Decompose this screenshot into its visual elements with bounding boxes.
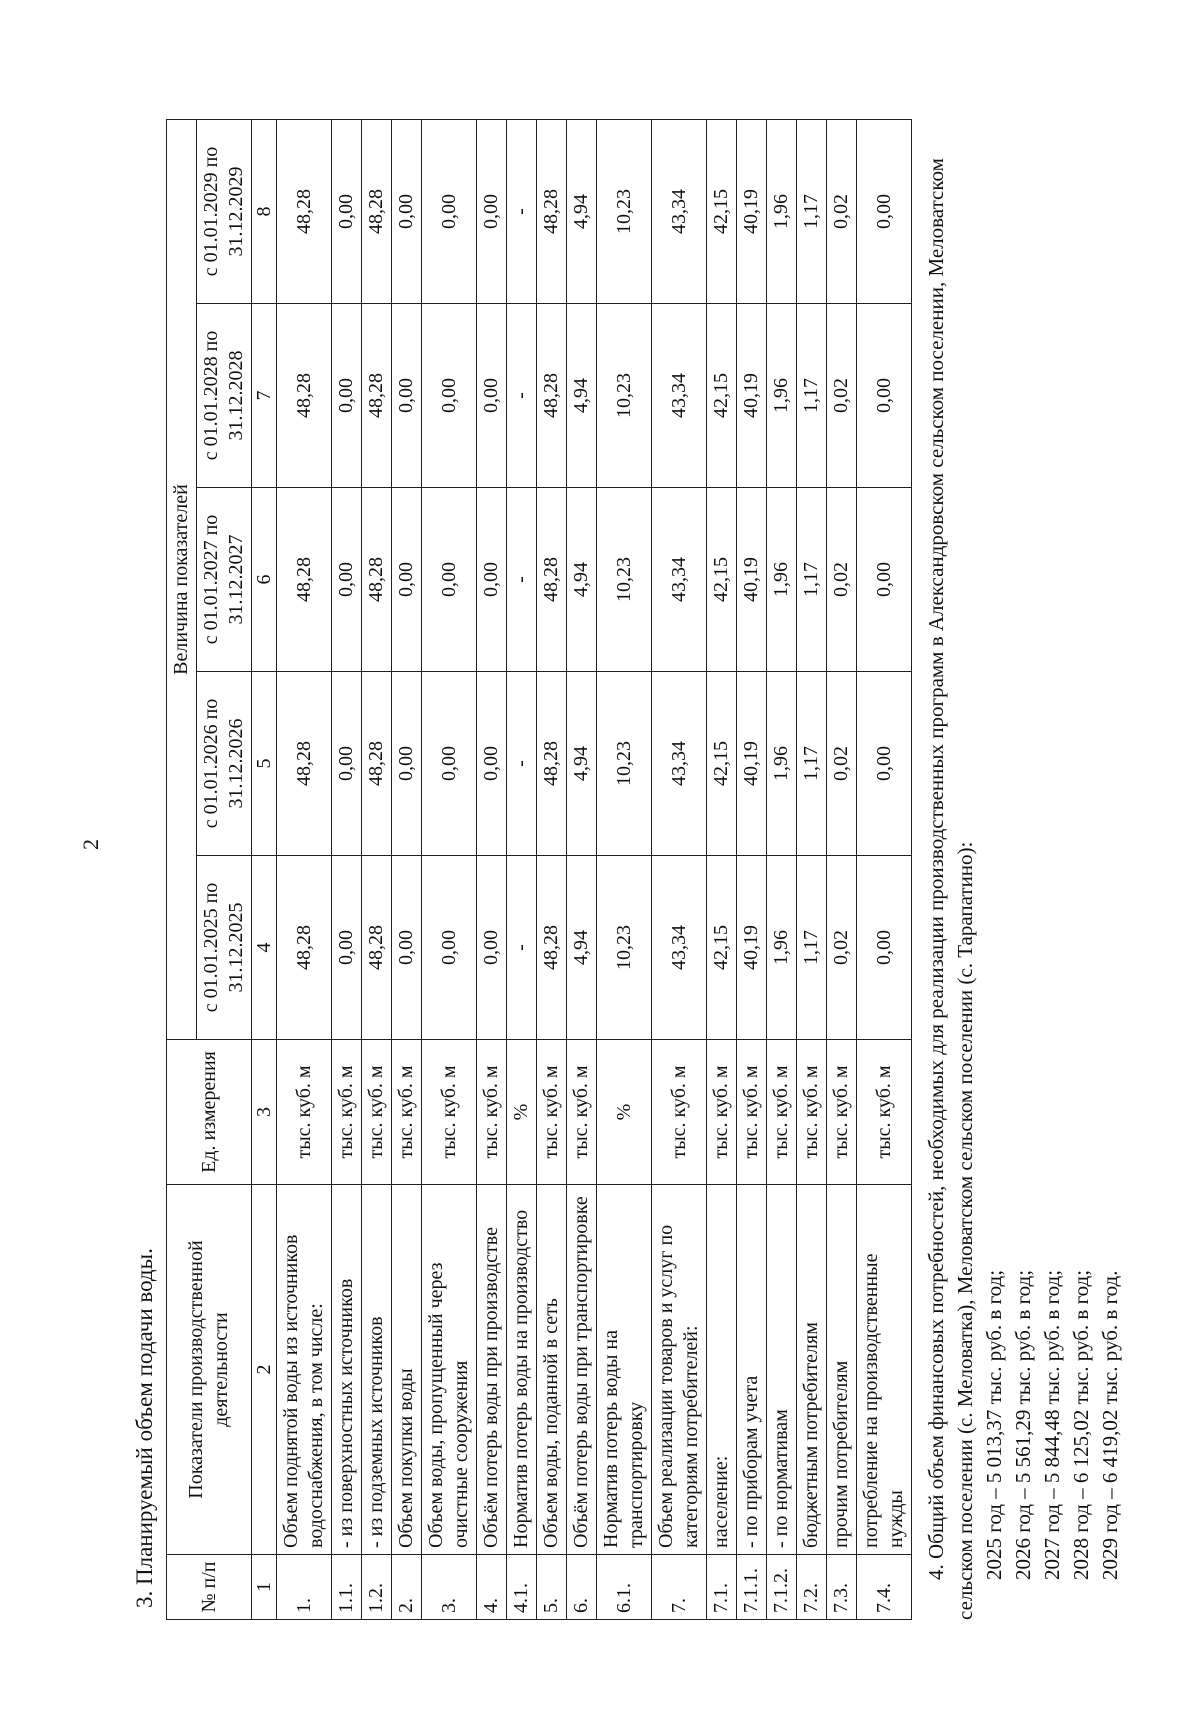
row-value: 40,19 bbox=[737, 304, 767, 488]
row-unit: тыс. куб. м bbox=[737, 1040, 767, 1185]
row-value: 48,28 bbox=[277, 672, 332, 856]
water-supply-table bbox=[166, 119, 912, 1620]
row-indicator-name: Объем реализации товаров и услуг по категориям потребителей: bbox=[652, 1185, 707, 1555]
row-value: 48,28 bbox=[537, 119, 567, 303]
financial-year-item: 2028 год – 6 125,02 тыс. руб. в год; bbox=[1069, 1269, 1093, 1580]
row-indicator-name: население: bbox=[707, 1185, 737, 1555]
row-value: 0,00 bbox=[392, 119, 422, 303]
row-indicator-name: - по нормативам bbox=[767, 1185, 797, 1555]
column-number: 3 bbox=[252, 1040, 277, 1185]
row-number: 7.1.2. bbox=[767, 1555, 797, 1620]
row-indicator-name: Объем воды, пропущенный через очистные сооружения bbox=[422, 1185, 477, 1555]
row-unit: тыс. куб. м bbox=[767, 1040, 797, 1185]
row-number: 6.1. bbox=[597, 1555, 652, 1620]
row-value: 48,28 bbox=[362, 119, 392, 303]
row-indicator-name: Объем покупки воды bbox=[392, 1185, 422, 1555]
row-number: 1.2. bbox=[362, 1555, 392, 1620]
row-value: 1,17 bbox=[797, 488, 827, 672]
header-group: Величина показателей bbox=[167, 119, 197, 1039]
row-value: 48,28 bbox=[277, 119, 332, 303]
header-period: с 01.01.2026 по 31.12.2026 bbox=[197, 672, 252, 856]
table-row bbox=[537, 119, 567, 1619]
row-value: 10,23 bbox=[597, 119, 652, 303]
row-value: 0,00 bbox=[477, 119, 507, 303]
column-number: 8 bbox=[252, 119, 277, 303]
table-row bbox=[477, 119, 507, 1619]
table-row bbox=[332, 119, 362, 1619]
row-value: 4,94 bbox=[567, 856, 597, 1040]
row-value: 43,34 bbox=[652, 856, 707, 1040]
row-value: 0,00 bbox=[332, 488, 362, 672]
table-row bbox=[707, 119, 737, 1619]
row-value: 0,00 bbox=[857, 856, 912, 1040]
row-value: 1,17 bbox=[797, 119, 827, 303]
row-value: 0,00 bbox=[477, 856, 507, 1040]
table-row bbox=[507, 119, 537, 1619]
row-indicator-name: Объем воды, поданной в сеть bbox=[537, 1185, 567, 1555]
row-unit: тыс. куб. м bbox=[332, 1040, 362, 1185]
row-value: 0,00 bbox=[857, 304, 912, 488]
row-value: 48,28 bbox=[277, 304, 332, 488]
table-row bbox=[597, 119, 652, 1619]
row-unit: тыс. куб. м bbox=[537, 1040, 567, 1185]
row-value: 4,94 bbox=[567, 488, 597, 672]
row-value: - bbox=[507, 304, 537, 488]
row-unit: тыс. куб. м bbox=[827, 1040, 857, 1185]
row-value: 0,02 bbox=[827, 672, 857, 856]
row-value: 4,94 bbox=[567, 119, 597, 303]
row-indicator-name: Объем поднятой воды из источников водоснабжения, в том числе: bbox=[277, 1185, 332, 1555]
row-unit: тыс. куб. м bbox=[652, 1040, 707, 1185]
row-indicator-name: Объём потерь воды при производстве bbox=[477, 1185, 507, 1555]
row-value: 0,00 bbox=[857, 488, 912, 672]
header-period: с 01.01.2025 по 31.12.2025 bbox=[197, 856, 252, 1040]
column-number: 6 bbox=[252, 488, 277, 672]
row-value: 48,28 bbox=[537, 488, 567, 672]
row-value: 40,19 bbox=[737, 119, 767, 303]
row-value: 48,28 bbox=[277, 488, 332, 672]
row-value: 1,96 bbox=[767, 672, 797, 856]
row-value: 48,28 bbox=[362, 856, 392, 1040]
row-value: 43,34 bbox=[652, 304, 707, 488]
row-value: - bbox=[507, 119, 537, 303]
row-indicator-name: - по приборам учета bbox=[737, 1185, 767, 1555]
row-value: 40,19 bbox=[737, 488, 767, 672]
footer bbox=[922, 120, 1125, 1620]
table-body bbox=[277, 119, 912, 1619]
row-value: 43,34 bbox=[652, 119, 707, 303]
row-value: 1,96 bbox=[767, 856, 797, 1040]
financial-needs-paragraph: 4. Общий объем финансовых потребностей, необходимых для реализации производственных программ в Александровском сельском поселении, Меловатском сельском поселении (с. Меловатка), Меловатском сельском поселении (с. Тарапатино): bbox=[924, 158, 977, 1620]
row-value: 40,19 bbox=[737, 856, 767, 1040]
header-col-unit: Ед. измерения bbox=[167, 1040, 252, 1185]
rotated-page-content bbox=[130, 100, 1122, 1660]
section-title: 3. Планируемый объем подачи воды. bbox=[132, 1248, 157, 1608]
row-unit: тыс. куб. м bbox=[477, 1040, 507, 1185]
row-value: 0,00 bbox=[392, 304, 422, 488]
row-value: 0,00 bbox=[332, 856, 362, 1040]
header-period: с 01.01.2027 по 31.12.2027 bbox=[197, 488, 252, 672]
row-unit: тыс. куб. м bbox=[797, 1040, 827, 1185]
row-value: 0,00 bbox=[422, 672, 477, 856]
row-value: 0,00 bbox=[857, 119, 912, 303]
row-number: 6. bbox=[567, 1555, 597, 1620]
row-value: 0,02 bbox=[827, 119, 857, 303]
row-number: 1. bbox=[277, 1555, 332, 1620]
row-unit: тыс. куб. м bbox=[362, 1040, 392, 1185]
row-indicator-name: - из подземных источников bbox=[362, 1185, 392, 1555]
row-number: 7.2. bbox=[797, 1555, 827, 1620]
table-row bbox=[652, 119, 707, 1619]
financial-year-item: 2029 год – 6 419,02 тыс. руб. в год. bbox=[1098, 1270, 1122, 1580]
row-number: 1.1. bbox=[332, 1555, 362, 1620]
row-number: 7.4. bbox=[857, 1555, 912, 1620]
row-indicator-name: Норматив потерь воды на производство bbox=[507, 1185, 537, 1555]
row-value: 42,15 bbox=[707, 488, 737, 672]
row-indicator-name: потребление на производственные нужды bbox=[857, 1185, 912, 1555]
row-value: 1,17 bbox=[797, 304, 827, 488]
row-number: 7. bbox=[652, 1555, 707, 1620]
row-value: 1,96 bbox=[767, 119, 797, 303]
column-number: 5 bbox=[252, 672, 277, 856]
column-number: 1 bbox=[252, 1555, 277, 1620]
row-value: - bbox=[507, 672, 537, 856]
row-value: 48,28 bbox=[537, 304, 567, 488]
row-value: 0,00 bbox=[332, 119, 362, 303]
row-value: 0,00 bbox=[422, 856, 477, 1040]
row-number: 4.1. bbox=[507, 1555, 537, 1620]
row-unit: % bbox=[597, 1040, 652, 1185]
row-value: 0,00 bbox=[422, 119, 477, 303]
financial-year-item: 2026 год – 5 561,29 тыс. руб. в год; bbox=[1011, 1269, 1035, 1580]
row-value: 0,02 bbox=[827, 856, 857, 1040]
row-value: 4,94 bbox=[567, 672, 597, 856]
table-row bbox=[827, 119, 857, 1619]
column-number: 2 bbox=[252, 1185, 277, 1555]
row-value: 42,15 bbox=[707, 119, 737, 303]
row-value: 0,00 bbox=[477, 672, 507, 856]
row-value: 0,00 bbox=[857, 672, 912, 856]
row-value: 0,00 bbox=[332, 672, 362, 856]
row-unit: тыс. куб. м bbox=[857, 1040, 912, 1185]
row-number: 7.1. bbox=[707, 1555, 737, 1620]
row-indicator-name: прочим потребителям bbox=[827, 1185, 857, 1555]
row-value: 10,23 bbox=[597, 488, 652, 672]
column-number: 7 bbox=[252, 304, 277, 488]
row-value: 0,00 bbox=[392, 672, 422, 856]
row-indicator-name: Объём потерь воды при транспортировке bbox=[567, 1185, 597, 1555]
financial-year-item: 2025 год – 5 013,37 тыс. руб. в год; bbox=[982, 1269, 1006, 1580]
row-value: 0,00 bbox=[392, 488, 422, 672]
row-value: 1,17 bbox=[797, 856, 827, 1040]
row-number: 5. bbox=[537, 1555, 567, 1620]
row-value: 48,28 bbox=[537, 856, 567, 1040]
table-row bbox=[277, 119, 332, 1619]
table-row bbox=[767, 119, 797, 1619]
document-body bbox=[130, 120, 1125, 1620]
table-row bbox=[737, 119, 767, 1619]
row-value: 48,28 bbox=[362, 488, 392, 672]
row-unit: тыс. куб. м bbox=[277, 1040, 332, 1185]
row-value: 4,94 bbox=[567, 304, 597, 488]
row-value: 42,15 bbox=[707, 856, 737, 1040]
column-number: 4 bbox=[252, 856, 277, 1040]
table-row bbox=[797, 119, 827, 1619]
row-unit: тыс. куб. м bbox=[392, 1040, 422, 1185]
row-number: 3. bbox=[422, 1555, 477, 1620]
row-value: 0,00 bbox=[477, 304, 507, 488]
row-value: 0,02 bbox=[827, 304, 857, 488]
row-unit: тыс. куб. м bbox=[707, 1040, 737, 1185]
row-value: 10,23 bbox=[597, 672, 652, 856]
header-period: с 01.01.2028 по 31.12.2028 bbox=[197, 304, 252, 488]
row-value: - bbox=[507, 856, 537, 1040]
row-value: 48,28 bbox=[537, 672, 567, 856]
row-number: 7.1.1. bbox=[737, 1555, 767, 1620]
financial-year-item: 2027 год – 5 844,48 тыс. руб. в год; bbox=[1040, 1269, 1064, 1580]
row-value: - bbox=[507, 488, 537, 672]
row-value: 42,15 bbox=[707, 304, 737, 488]
row-value: 1,96 bbox=[767, 304, 797, 488]
row-value: 10,23 bbox=[597, 856, 652, 1040]
row-value: 48,28 bbox=[362, 672, 392, 856]
row-value: 0,02 bbox=[827, 488, 857, 672]
table-row bbox=[392, 119, 422, 1619]
row-value: 0,00 bbox=[422, 488, 477, 672]
page-number: 2 bbox=[78, 839, 103, 850]
row-number: 2. bbox=[392, 1555, 422, 1620]
row-unit: тыс. куб. м bbox=[422, 1040, 477, 1185]
row-value: 0,00 bbox=[477, 488, 507, 672]
row-indicator-name: Норматив потерь воды на транспортировку bbox=[597, 1185, 652, 1555]
row-value: 40,19 bbox=[737, 672, 767, 856]
row-value: 42,15 bbox=[707, 672, 737, 856]
table-row bbox=[567, 119, 597, 1619]
table-row bbox=[422, 119, 477, 1619]
row-number: 7.3. bbox=[827, 1555, 857, 1620]
row-number: 4. bbox=[477, 1555, 507, 1620]
financial-years-list bbox=[980, 120, 1125, 1580]
row-value: 1,96 bbox=[767, 488, 797, 672]
header-col-name: Показатели производственной деятельности bbox=[167, 1185, 252, 1555]
header-column-numbers-row bbox=[252, 119, 277, 1619]
header-period: с 01.01.2029 по 31.12.2029 bbox=[197, 119, 252, 303]
row-value: 48,28 bbox=[362, 304, 392, 488]
row-indicator-name: бюджетным потребителям bbox=[797, 1185, 827, 1555]
row-unit: тыс. куб. м bbox=[567, 1040, 597, 1185]
table-row bbox=[362, 119, 392, 1619]
row-value: 0,00 bbox=[422, 304, 477, 488]
row-value: 1,17 bbox=[797, 672, 827, 856]
row-value: 0,00 bbox=[332, 304, 362, 488]
row-value: 0,00 bbox=[392, 856, 422, 1040]
row-unit: % bbox=[507, 1040, 537, 1185]
header-col-no: № п/п bbox=[167, 1555, 252, 1620]
table-row bbox=[857, 119, 912, 1619]
row-value: 43,34 bbox=[652, 488, 707, 672]
row-value: 48,28 bbox=[277, 856, 332, 1040]
row-value: 43,34 bbox=[652, 672, 707, 856]
row-value: 10,23 bbox=[597, 304, 652, 488]
row-indicator-name: - из поверхностных источников bbox=[332, 1185, 362, 1555]
